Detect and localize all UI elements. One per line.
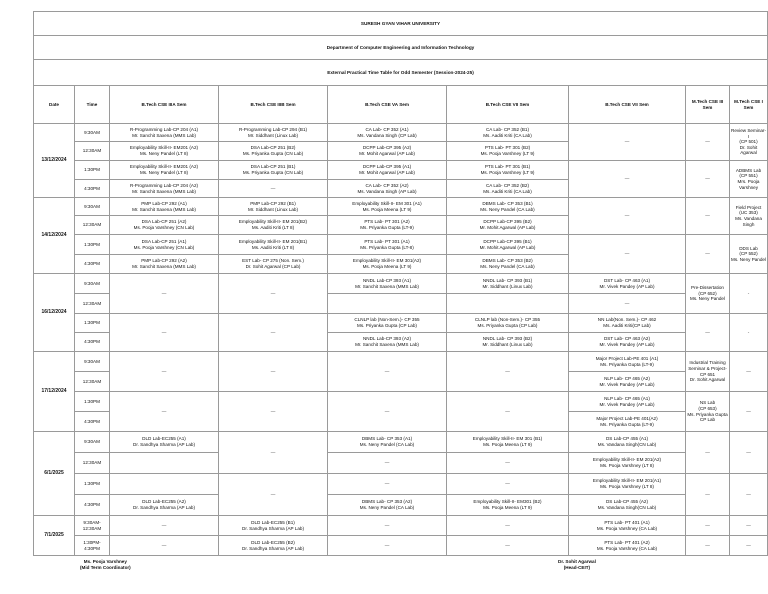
slot-cell: —: [110, 352, 219, 392]
slot-cell: —: [447, 474, 569, 495]
slot-cell: —: [328, 392, 447, 432]
timetable-title: External Practical Time Table for Odd Semester (Session-2024-25): [34, 60, 768, 86]
time-cell: 4:30PM: [75, 333, 110, 352]
slot-cell: [110, 474, 219, 495]
slot-cell: NNDL Lab-CP 393 (A2) Mr. Sanchit Saxena (MMS Lab): [328, 333, 447, 352]
col-cse-3b: B.Tech CSE IIIB Sem: [219, 86, 328, 124]
slot-cell: PTS Lab- PT 301 (B1) Ms. Pooja Varshney (LT 9): [447, 161, 569, 180]
slot-cell: DBMS Lab- CP 353 (B1) Ms. Neny Pandel (CA Lab): [447, 198, 569, 216]
slot-cell: DCPP Lab-CP 395 (A1) Mr. Mohit Agarwal (AP Lab): [328, 161, 447, 180]
timetable: [33, 11, 768, 556]
slot-cell: Major Project Lab-PE 401(A2) Ms. Priyanka Gupta (LT-9): [569, 412, 686, 432]
time-cell: 9:30AM: [75, 274, 110, 294]
col-cse-3a: B.Tech CSE IIIA Sem: [110, 86, 219, 124]
slot-cell: Employability Skill-II- EM 201(A2) Ms. Pooja Varshney (LT 8): [569, 453, 686, 474]
slot-cell: —: [686, 314, 730, 352]
head-signature: Dr. Sohit Agarwal (Head-CEIT): [558, 559, 596, 570]
slot-cell: —: [447, 352, 569, 392]
time-cell: 9:30AM- 12:30AM: [75, 516, 110, 536]
slot-cell: —: [730, 536, 768, 556]
col-time: Time: [75, 86, 110, 124]
col-cse-7-a: B.Tech CSE VII Sem: [447, 86, 569, 124]
slot-cell: —: [447, 536, 569, 556]
slot-cell: PTS Lab- PT 301 (B2) Ms. Pooja Varshney (LT 9): [447, 142, 569, 161]
time-cell: 4:30PM: [75, 495, 110, 516]
slot-cell: —: [686, 474, 730, 516]
slot-cell: CA Lab- CP 352 (A2) Ms. Vandana Singh (AP Lab): [328, 180, 447, 198]
slot-cell: Employability Skill-II- EM201 (A2) Ms. Neny Pandel (LT 8): [110, 142, 219, 161]
slot-cell: —: [569, 235, 686, 274]
slot-cell: EST Lab- CP 275 (Non. Sem.) Dr. Sohit Agarwal (CP Lab): [219, 255, 328, 274]
slot-cell: —: [730, 352, 768, 392]
slot-cell: —: [686, 124, 730, 161]
date-cell: 7/1/2025: [34, 516, 75, 556]
slot-cell: R-Programming Lab-CP 204 (A1) Mr. Sanchit Saxena (MMS Lab): [110, 124, 219, 142]
slot-cell: Employability Skill-II- EM301 (B2) Ms. Pooja Meena (LT 9): [447, 495, 569, 516]
slot-cell: —: [219, 180, 328, 198]
time-cell: 9:30AM: [75, 124, 110, 142]
time-cell: 1:30PM: [75, 474, 110, 495]
slot-cell: —: [569, 294, 686, 314]
slot-cell: —: [110, 392, 219, 432]
time-cell: 12:30AM: [75, 453, 110, 474]
slot-cell: DSA Lab-CP 251 (A1) Ms. Pooja Varshney (CN Lab): [110, 235, 219, 255]
slot-cell: —: [110, 314, 219, 352]
slot-cell: —: [730, 432, 768, 474]
slot-cell: DLD Lab-EC255 (A1) Dr. Sandhya Sharma (AP Lab): [110, 432, 219, 453]
slot-cell: DBMS Lab- CP 353 (A2) Ms. Neny Pandel (CA Lab): [328, 495, 447, 516]
coordinator-signature: Ms. Pooja Varshney (Mid Term Coordinator): [80, 559, 131, 570]
slot-cell: PTS Lab- PT 301 (A2) Ms. Priyanka Gupta (LT-9): [328, 216, 447, 235]
slot-cell: DBMS Lab- CP 353 (A1) Ms. Neny Pandel (CA Lab): [328, 432, 447, 453]
slot-cell: Employability Skill-II- EM201 (A2) Ms. Neny Pandel (LT 8): [110, 161, 219, 180]
slot-cell: —: [447, 392, 569, 432]
time-cell: 12:30AM: [75, 372, 110, 392]
slot-cell: —: [219, 352, 328, 392]
slot-cell: DDS Lab (CP 552) Ms. Neny Pandel: [730, 235, 768, 274]
slot-cell: CA Lab- CP 352 (B2) Ms. Aaditi Kriti (CA Lab): [447, 180, 569, 198]
slot-cell: [110, 453, 219, 474]
slot-cell: PMP Lab-CP 292 (A1) Mr. Sanchit Saxena (MMS Lab): [110, 198, 219, 216]
slot-cell: —: [686, 161, 730, 198]
slot-cell: R-Programming Lab-CP 294 (B1) Mr. Siddhant (Linux Lab): [219, 124, 328, 142]
slot-cell: PMP Lab-CP 292 (A2) Mr. Sanchit Saxena (MMS Lab): [110, 255, 219, 274]
slot-cell: —: [219, 392, 328, 432]
date-cell: 13/12/2024: [34, 124, 75, 198]
slot-cell: DCPP Lab-CP 395 (B1) Mr. Mohit Agarwal (AP Lab): [447, 235, 569, 255]
time-cell: 4:30PM: [75, 412, 110, 432]
slot-cell: —: [730, 516, 768, 536]
slot-cell: Employability Skill-II- EM 301 (A1) Ms. Pooja Meena (LT 9): [328, 198, 447, 216]
slot-cell: DLD Lab-EC255 (B1) Dr. Sandhya Sharma (AP Lab): [219, 516, 328, 536]
slot-cell: —: [447, 516, 569, 536]
date-cell: 6/1/2025: [34, 432, 75, 516]
slot-cell: ADBMS Lab (CP 551) Mrs. Pooja Varshney: [730, 161, 768, 198]
col-cse-5a: B.Tech CSE VA Sem: [328, 86, 447, 124]
slot-cell: —: [328, 352, 447, 392]
slot-cell: PTS Lab- PT 301 (A1) Ms. Priyanka Gupta (LT-8): [328, 235, 447, 255]
slot-cell: —: [686, 235, 730, 274]
slot-cell: DSA Lab-CP 251 (B2) Ms. Priyanka Gupta (CN Lab): [219, 142, 328, 161]
slot-cell: CA Lab- CP 352 (A1) Ms. Vandana Singh (CP Lab): [328, 124, 447, 142]
slot-cell: —: [219, 474, 328, 516]
slot-cell: NN Lab(Non. Sem.)- CP 462 Ms. Aaditi Kriti(CP Lab): [569, 314, 686, 333]
slot-cell: —: [328, 453, 447, 474]
slot-cell: DSA Lab-CP 251 (B1) Ms. Priyanka Gupta (CN Lab): [219, 161, 328, 180]
slot-cell: DS Lab-CP 455 (A1) Ms. Vandana Singh(CN Lab): [569, 432, 686, 453]
slot-cell: CLNLP lab (Non-Sem.)- CP 355 Ms. Priyanka Gupta (CP Lab): [447, 314, 569, 333]
slot-cell: [328, 294, 447, 314]
time-cell: 12:30AM: [75, 142, 110, 161]
slot-cell: —: [686, 516, 730, 536]
slot-cell: —: [328, 474, 447, 495]
slot-cell: —: [219, 432, 328, 474]
slot-cell: DLD Lab-EC255 (B2) Dr. Sandhya Sharma (AP Lab): [219, 536, 328, 556]
slot-cell: NLP Lab- CP 465 (A2) Mr. Vivek Pandey (AP Lab): [569, 372, 686, 392]
slot-cell: PMP Lab-CP 292 (B1) Mr. Siddhant (Linux Lab): [219, 198, 328, 216]
slot-cell: —: [686, 536, 730, 556]
time-cell: 1:30PM- 4:30PM: [75, 536, 110, 556]
slot-cell: —: [686, 432, 730, 474]
slot-cell: Employability Skill-II- EM 201(B1) Ms. Aaditi Kriti (LT 8): [219, 235, 328, 255]
slot-cell: DBMS Lab- CP 353 (B2) Ms. Neny Pandel (CA Lab): [447, 255, 569, 274]
slot-cell: NNDL Lab- CP 393 (B2) Mr. Siddhant (Linux Lab): [447, 333, 569, 352]
slot-cell: -: [730, 274, 768, 314]
time-cell: 1:30PM: [75, 161, 110, 180]
slot-cell: —: [328, 516, 447, 536]
slot-cell: Employability Skill-II- EM 201(B2) Ms. Aaditi Kriti (LT 8): [219, 216, 328, 235]
time-cell: 12:30AM: [75, 216, 110, 235]
slot-cell: —: [730, 392, 768, 432]
col-mtech-3: M.Tech CSE III Sem: [686, 86, 730, 124]
time-cell: 4:30PM: [75, 180, 110, 198]
slot-cell: NS Lab (CP 653) Ms. Priyanka Gupta CP Lab: [686, 392, 730, 432]
date-cell: 16/12/2024: [34, 274, 75, 352]
slot-cell: DS Lab-CP 455 (A2) Ms. Vandana Singh(CN Lab): [569, 495, 686, 516]
slot-cell: —: [328, 536, 447, 556]
slot-cell: Employability Skill-II- EM 301(A2) Ms. Pooja Meena (LT 9): [328, 255, 447, 274]
slot-cell: Employability Skill-II- EM 301 (B1) Ms. Pooja Meena (LT 9): [447, 432, 569, 453]
slot-cell: —: [110, 536, 219, 556]
time-cell: 1:30PM: [75, 235, 110, 255]
slot-cell: Industrial Training Seminar & Project- CP 651 Dr. Sohit Agarwal: [686, 352, 730, 392]
slot-cell: DSA Lab-CP 251 (A2) Ms. Pooja Varshney (CN Lab): [110, 216, 219, 235]
time-cell: 9:30AM: [75, 352, 110, 372]
slot-cell: DLD Lab-EC255 (A2) Dr. Sandhya Sharma (AP Lab): [110, 495, 219, 516]
slot-cell: NNDL Lab- CP 393 (B1) Mr. Siddhant (Linux Lab): [447, 274, 569, 294]
slot-cell: CLNLP lab (Non-Sem.)- CP 355 Ms. Priyanka Gupta (CP Lab): [328, 314, 447, 333]
time-cell: 12:30AM: [75, 294, 110, 314]
slot-cell: [447, 294, 569, 314]
date-cell: 14/12/2024: [34, 198, 75, 274]
slot-cell: —: [569, 161, 686, 198]
col-date: Date: [34, 86, 75, 124]
slot-cell: DCPP Lab-CP 395 (A2) Mr. Mohit Agarwal (AP Lab): [328, 142, 447, 161]
col-mtech-1: M.Tech CSE I Sem: [730, 86, 768, 124]
slot-cell: PTS Lab- PT 401 (A1) Ms. Pooja Varshney (CA Lab): [569, 516, 686, 536]
slot-cell: —: [110, 516, 219, 536]
slot-cell: —: [447, 453, 569, 474]
slot-cell: DST Lab- CP 463 (A1) Mr. Vivek Pandey (AP Lab): [569, 274, 686, 294]
slot-cell: —: [219, 274, 328, 314]
col-cse-7-b: B.Tech CSE VII Sem: [569, 86, 686, 124]
slot-cell: —: [730, 474, 768, 516]
slot-cell: —: [569, 124, 686, 161]
date-cell: 17/12/2024: [34, 352, 75, 432]
slot-cell: Field Project (UC 353) Ms. Vandana Singh: [730, 198, 768, 235]
slot-cell: Employability Skill-II- EM 201(A1) Ms. Pooja Varshney (LT 8): [569, 474, 686, 495]
time-cell: 1:30PM: [75, 392, 110, 412]
department-name: Department of Computer Engineering and Information Technology: [34, 36, 768, 60]
slot-cell: Review Seminar-I (CP 501) Dr. Sohit Agarwal: [730, 124, 768, 161]
slot-cell: —: [110, 274, 219, 314]
slot-cell: -: [730, 314, 768, 352]
slot-cell: Pre-Dissertation (CP 652) Ms. Neny Pandel: [686, 274, 730, 314]
slot-cell: NNDL Lab-CP 393 (A1) Mr. Sanchit Saxena (MMS Lab): [328, 274, 447, 294]
slot-cell: —: [219, 314, 328, 352]
slot-cell: DCPP Lab-CP 395 (B2) Mr. Mohit Agarwal (AP Lab): [447, 216, 569, 235]
slot-cell: Major Project Lab-PE 401 (A1) Ms. Priyanka Gupta (LT-9): [569, 352, 686, 372]
slot-cell: PTS Lab- PT 401 (A2) Ms. Pooja Varshney (CA Lab): [569, 536, 686, 556]
slot-cell: NLP Lab- CP 465 (A1) Mr. Vivek Pandey (AP Lab): [569, 392, 686, 412]
slot-cell: —: [686, 198, 730, 235]
time-cell: 1:30PM: [75, 314, 110, 333]
slot-cell: CA Lab- CP 352 (B1) Ms. Aaditi Kriti (CA Lab): [447, 124, 569, 142]
slot-cell: DST Lab- CP 463 (A2) Mr. Vivek Pandey (AP Lab): [569, 333, 686, 352]
time-cell: 4:30PM: [75, 255, 110, 274]
timetable-sheet: [33, 11, 767, 556]
slot-cell: —: [569, 198, 686, 235]
university-name: SURESH GYAN VIHAR UNIVERSITY: [34, 12, 768, 36]
time-cell: 9:30AM: [75, 198, 110, 216]
slot-cell: R-Programming Lab-CP 204 (A2) Mr. Sanchit Saxena (MMS Lab): [110, 180, 219, 198]
time-cell: 9:30AM: [75, 432, 110, 453]
